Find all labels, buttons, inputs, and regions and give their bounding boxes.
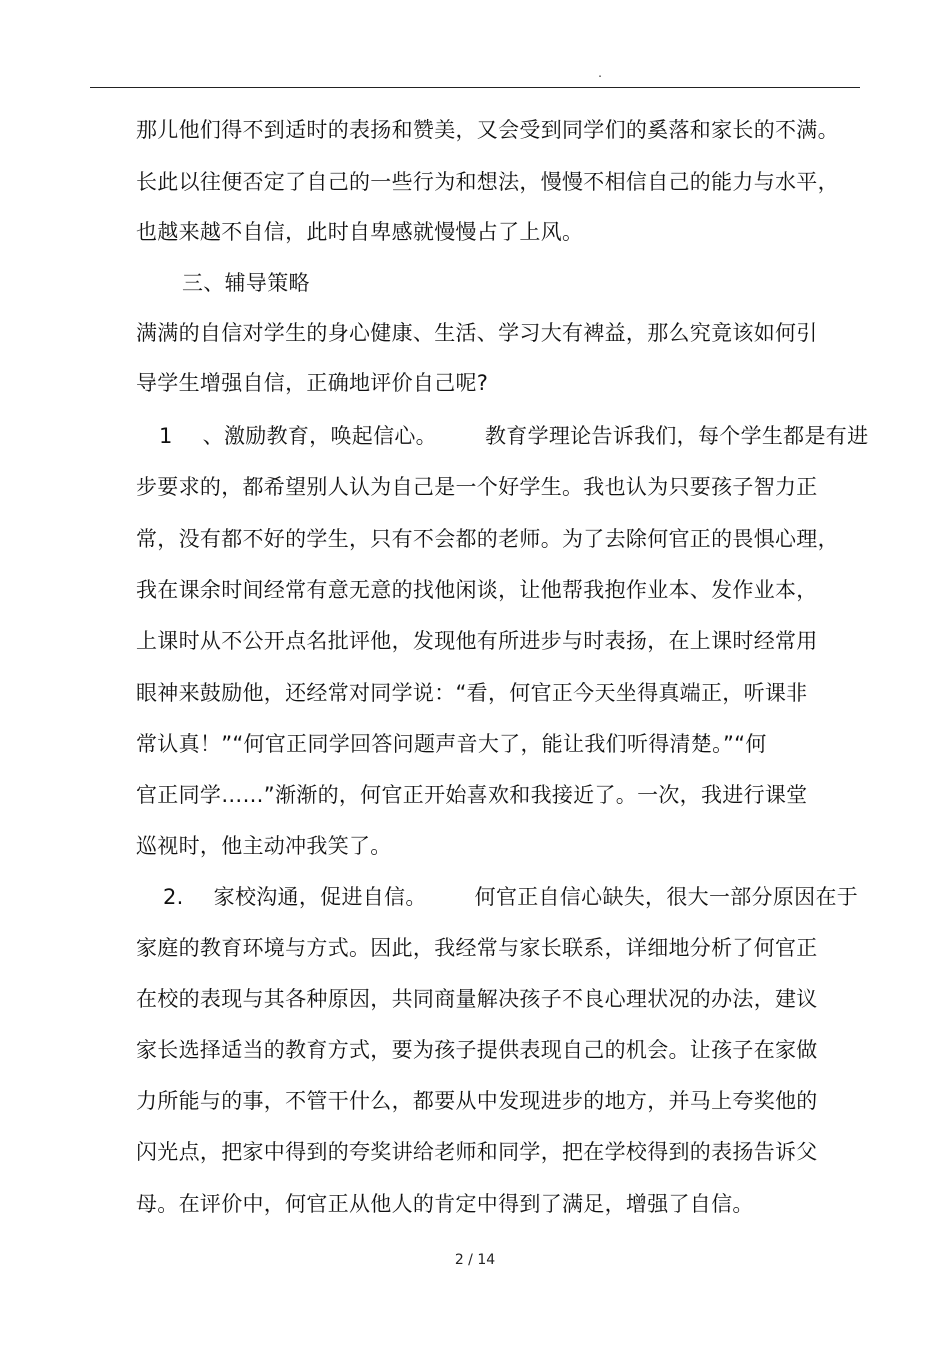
text-line: 家长选择适当的教育方式，要为孩子提供表现自己的机会。让孩子在家做 [136,1038,818,1062]
item-1-text: 教育学理论告诉我们，每个学生都是有进 [484,424,869,448]
text-line: 力所能与的事，不管干什么，都要从中发现进步的地方，并马上夸奖他的 [136,1089,818,1113]
text-line: 满满的自信对学生的身心健康、生活、学习大有裨益，那么究竟该如何引 [136,321,818,345]
text-line: 上课时从不公开点名批评他，发现他有所进步与时表扬，在上课时经常用 [136,629,818,653]
text-line: 在校的表现与其各种原因，共同商量解决孩子不良心理状况的办法，建议 [136,987,818,1011]
text-line: 家庭的教育环境与方式。因此，我经常与家长联系，详细地分析了何官正 [136,936,818,960]
text-line: 常，没有都不好的学生，只有不会都的老师。为了去除何官正的畏惧心理， [136,527,839,551]
text-line: 长此以往便否定了自己的一些行为和想法，慢慢不相信自己的能力与水平， [136,170,839,194]
header-mark: . [598,66,602,80]
item-1-title: 、激励教育，唤起信心。 [202,424,437,448]
header-rule [90,87,860,88]
page-number: 2 / 14 [454,1252,496,1268]
item-1-line [159,421,868,451]
text-line: 也越来越不自信，此时自卑感就慢慢占了上风。 [136,220,584,244]
item-2-line [163,882,858,912]
text-line: 眼神来鼓励他，还经常对同学说：“看，何官正今天坐得真端正，听课非 [136,681,808,705]
text-line: 巡视时，他主动冲我笑了。 [136,834,392,858]
section-heading: 三、辅导策略 [182,271,310,295]
item-2-title: 家校沟通，促进自信。 [213,885,427,909]
item-2-number: 2. [163,885,184,909]
text-line: 常认真！”“何官正同学回答问题声音大了，能让我们听得清楚。”“何 [136,732,767,756]
text-line: 导学生增强自信，正确地评价自己呢? [136,371,489,395]
text-line: 那儿他们得不到适时的表扬和赞美，又会受到同学们的奚落和家长的不满。 [136,118,839,142]
text-line: 我在课余时间经常有意无意的找他闲谈，让他帮我抱作业本、发作业本， [136,578,818,602]
item-1-number: 1 [159,424,173,448]
text-line: 官正同学……”渐渐的，何官正开始喜欢和我接近了。一次，我进行课堂 [136,783,808,807]
text-line: 闪光点，把家中得到的夸奖讲给老师和同学，把在学校得到的表扬告诉父 [136,1140,818,1164]
text-line: 步要求的，都希望别人认为自己是一个好学生。我也认为只要孩子智力正 [136,475,818,499]
text-line: 母。在评价中，何官正从他人的肯定中得到了满足，增强了自信。 [136,1192,754,1216]
item-2-text: 何官正自信心缺失，很大一部分原因在于 [474,885,859,909]
